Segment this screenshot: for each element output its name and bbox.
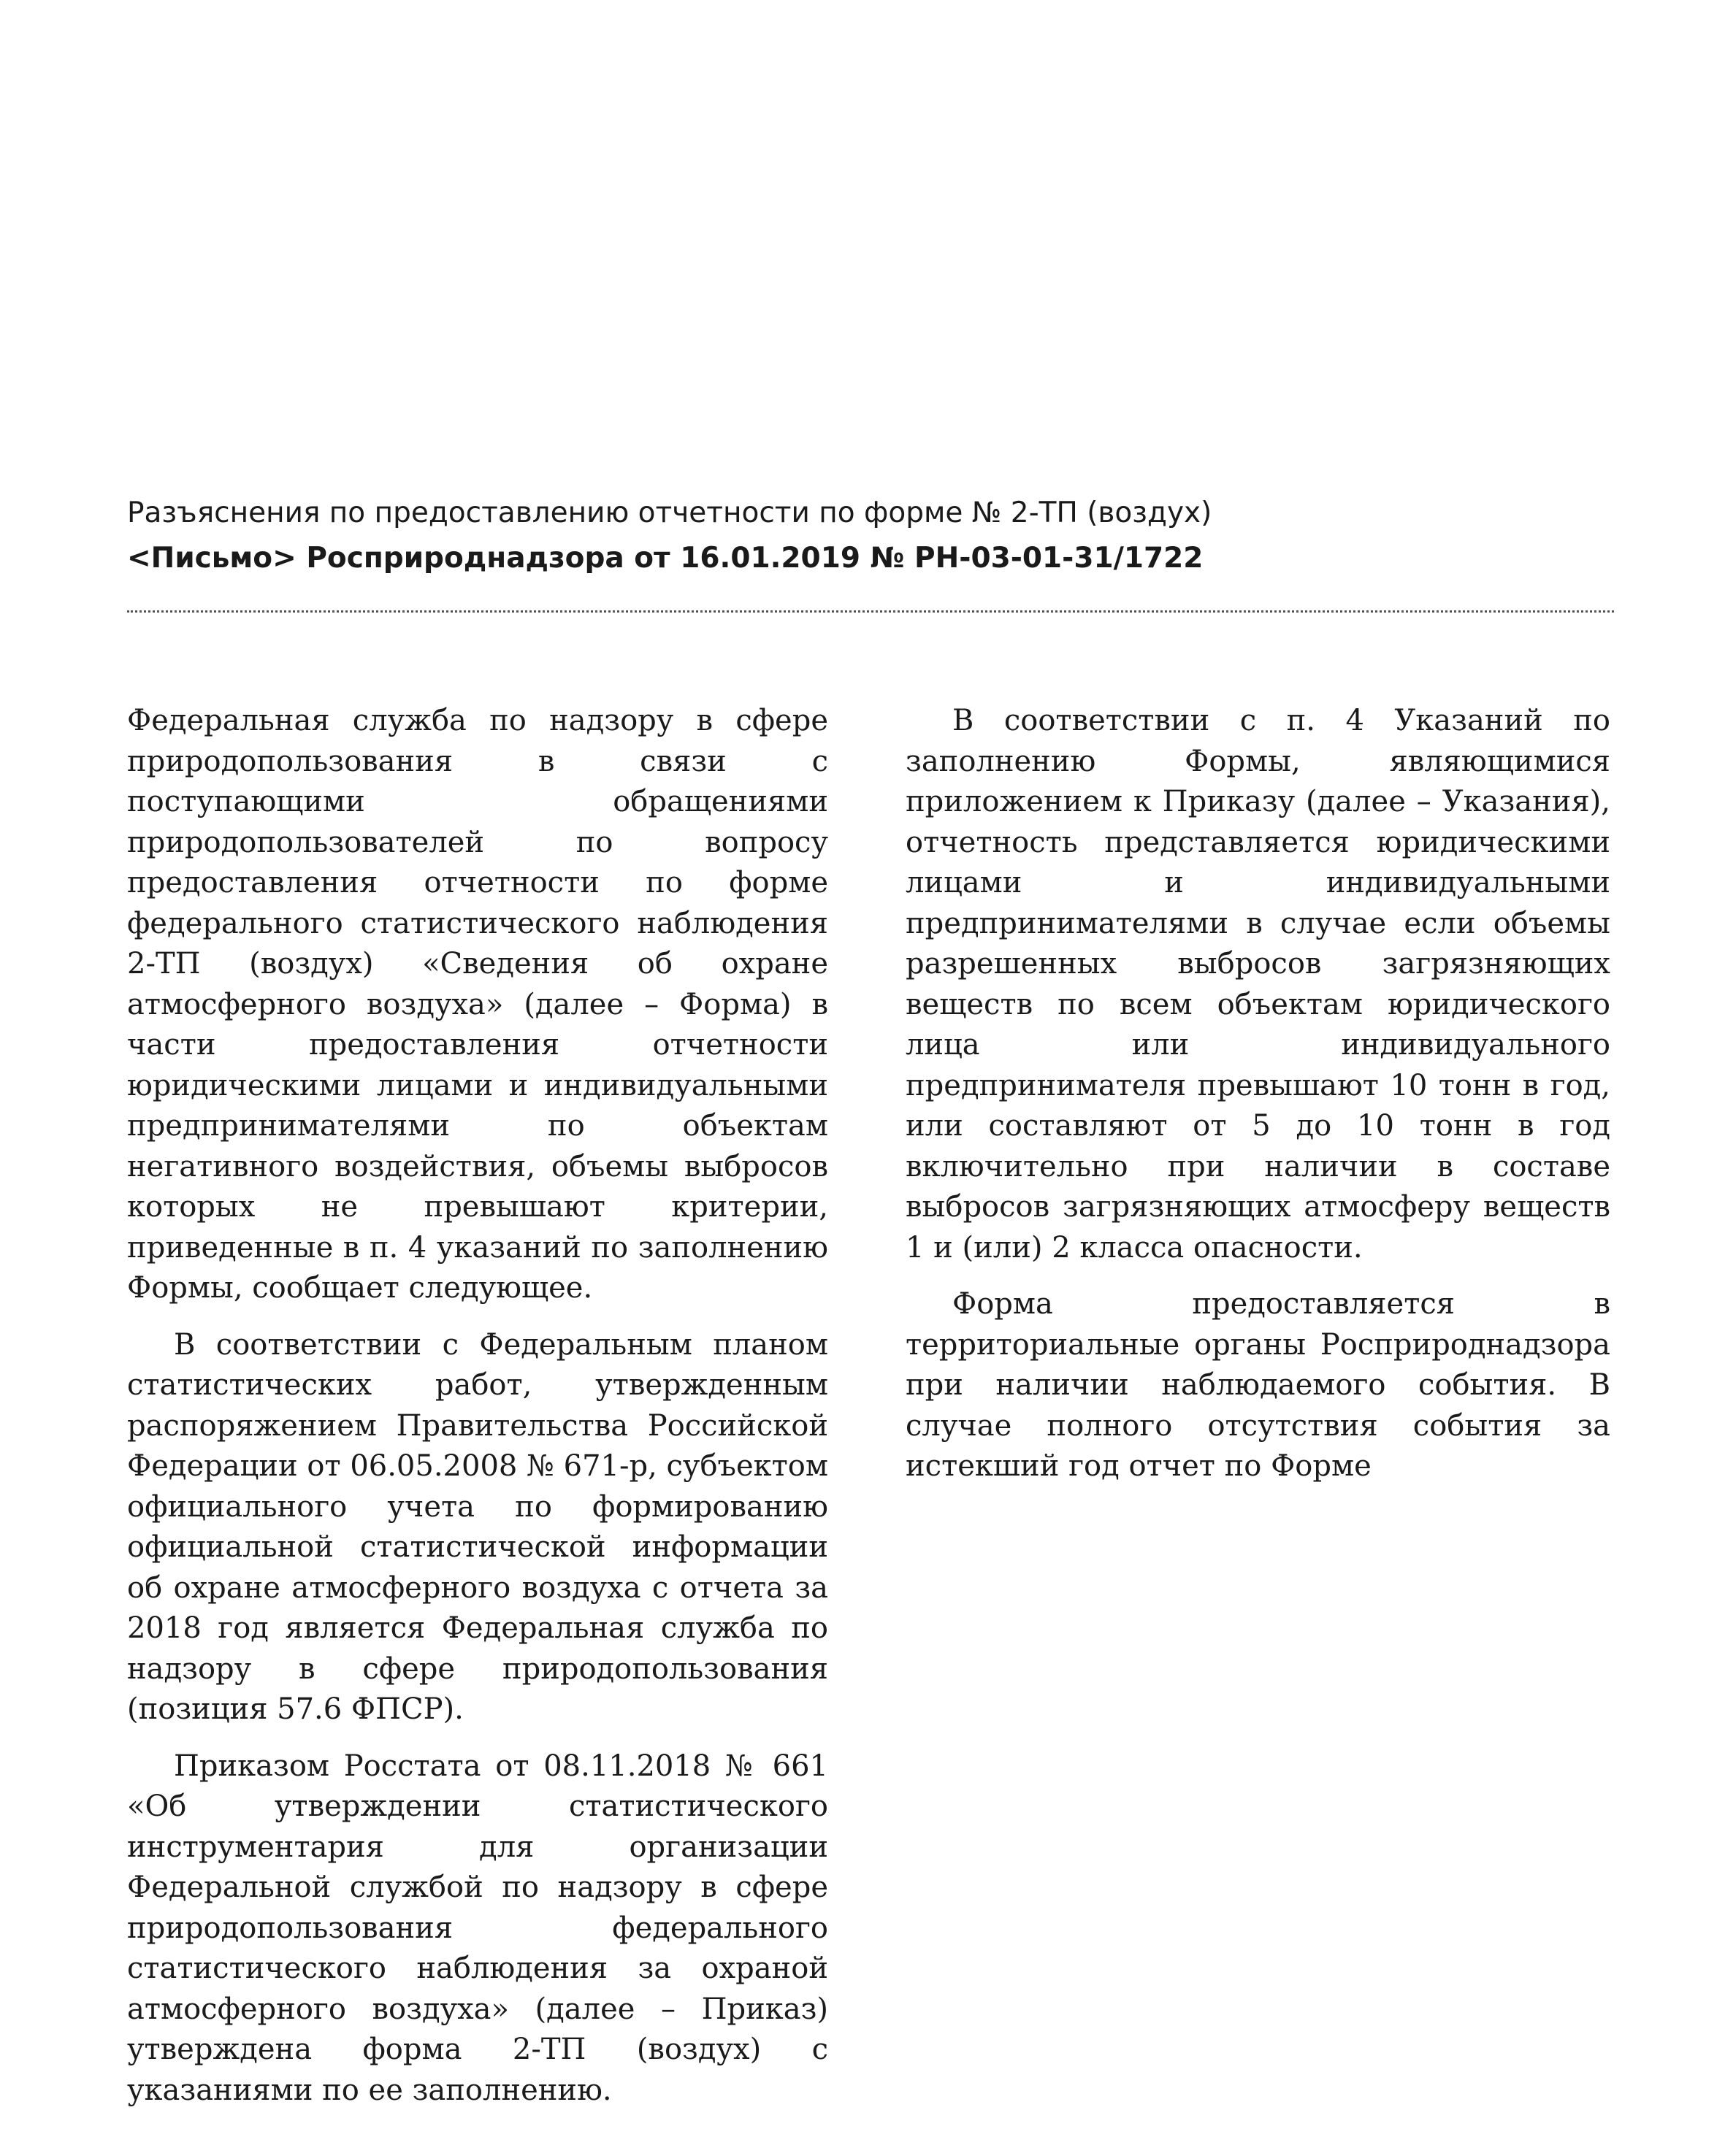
- document-title: Разъяснения по предоставлению отчетности по форме № 2-ТП (воздух): [127, 496, 1212, 529]
- document-subtitle: <Письмо> Росприроднадзора от 16.01.2019 № РН-03-01-31/1722: [127, 542, 1204, 575]
- document-header: [127, 491, 1617, 581]
- paragraph: В соответствии с Федеральным планом статистических работ, утвержденным распоряжением Правительства Российской Федерации от 06.05.2008 № 671-р, субъектом официального учета по формированию официальной статистической информации об охране атмосферного воздуха с отчета за 2018 год является Федеральная служба по надзору в сфере природопользования (позиция 57.6 ФПСР).: [127, 1327, 828, 1726]
- right-column: [906, 701, 1610, 1503]
- left-column: [127, 701, 828, 2127]
- paragraph: Форма предоставляется в территориальные органы Росприроднадзора при наличии наблюдаемого события. В случае полного отсутствия события за истекший год отчет по Форме: [906, 1287, 1610, 1483]
- paragraph: В соответствии с п. 4 Указаний по заполнению Формы, являющимися приложением к Приказу (далее – Указания), отчетность представляется юридическими лицами и индивидуальными предпринимателями в случае если объемы разрешенных выбросов загрязняющих веществ по всем объектам юридического лица или индивидуального предпринимателя превышают 10 тонн в год, или составляют от 5 до 10 тонн в год включительно при наличии в составе выбросов загрязняющих атмосферу веществ 1 и (или) 2 класса опасности.: [906, 704, 1610, 1265]
- paragraph: Федеральная служба по надзору в сфере природопользования в связи с поступающими обращениями природопользователей по вопросу предоставления отчетности по форме федерального статистического наблюдения 2-ТП (воздух) «Сведения об охране атмосферного воздуха» (далее – Форма) в части предоставления отчетности юридическими лицами и индивидуальными предпринимателями по объектам негативного воздействия, объемы выбросов которых не превышают критерии, приведенные в п. 4 указаний по заполнению Формы, сообщает следующее.: [127, 704, 828, 1305]
- paragraph: Приказом Росстата от 08.11.2018 № 661 «Об утверждении статистического инструментария для организации Федеральной службой по надзору в сфере природопользования федерального статистического наблюдения за охраной атмосферного воздуха» (далее – Приказ) утверждена форма 2-ТП (воздух) с указаниями по ее заполнению.: [127, 1749, 828, 2107]
- dotted-divider: [127, 610, 1614, 613]
